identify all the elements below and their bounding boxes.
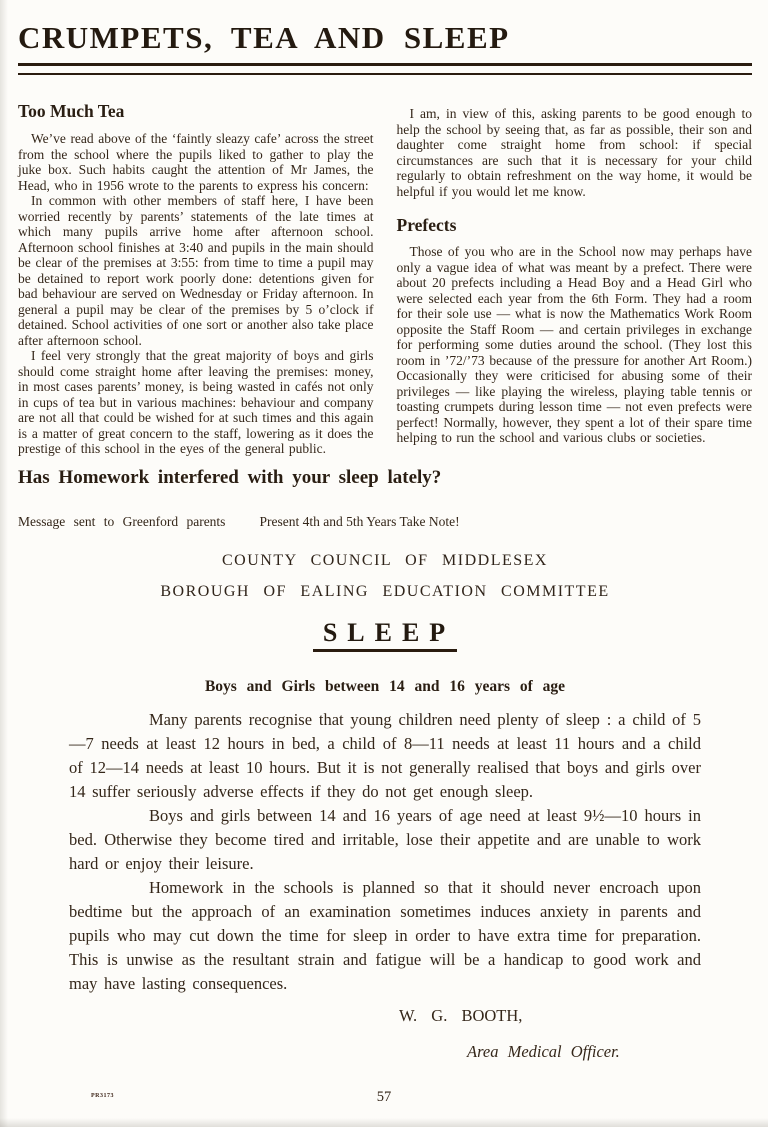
- council-line-1: COUNTY COUNCIL OF MIDDLESEX: [222, 551, 548, 569]
- page-footer: [0, 1089, 768, 1109]
- paragraph: Many parents recognise that young children need plenty of sleep : a child of 5—7 needs at least 12 hours in bed, a child of 8—11 needs at least 11 hours and a child of 12—14 needs at least 10 hours. But it is not generally realised that boys and girls over 14 suffer seriously adverse effects if they do not get enough sleep.: [69, 709, 701, 801]
- homework-section: [18, 467, 752, 530]
- paragraph: We’ve read above of the ‘faintly sleazy cafe’ across the street from the school where the pupils liked to gather to play the juke box. Such habits caught the attention of Mr James, the Head, who in 1956 wrote to the parents to express his concern:: [18, 131, 374, 193]
- left-column: [18, 101, 374, 457]
- paragraph: Boys and girls between 14 and 16 years of age need at least 9½—10 hours in bed. Otherwise they become tired and irritable, lose their appetite and are unable to work hard or enjoy their leisure.: [69, 805, 701, 873]
- paragraph: In common with other members of staff here, I have been worried recently by parents’ statements of the late times at which many pupils arrive home after afternoon school. Afternoon school finishes at 3:40 and pupils in the main should be clear of the premises at 3:55: from time to time a pupil may be detained to report work poorly done: detentions given for bad behaviour are served on Wednesday or Friday afternoon. In general a pupil may be clear of the premises by 5 o’clock if detained. School activities of one sort or another also take place after afternoon school.: [18, 193, 374, 348]
- printer-mark: PR3173: [91, 1093, 114, 1099]
- signature-name: W. G. BOOTH,: [399, 1005, 523, 1025]
- sleep-notice-body: [69, 708, 701, 996]
- signature-role: Area Medical Officer.: [467, 1041, 620, 1061]
- right-column: [397, 101, 753, 457]
- heading-prefects: Prefects: [396, 215, 457, 235]
- heading-too-much-tea: Too Much Tea: [18, 101, 125, 121]
- homework-subline: [18, 514, 752, 530]
- heading-homework-sleep: Has Homework interfered with your sleep lately?: [18, 466, 442, 488]
- council-line-2: BOROUGH OF EALING EDUCATION COMMITTEE: [160, 582, 610, 600]
- sleep-notice-title: SLEEP: [313, 618, 457, 652]
- paragraph: Homework in the schools is planned so that it should never encroach upon bedtime but the approach of an examination sometimes induces anxiety in parents and pupils who may cut down the time for sleep in order to have extra time for preparation. This is unwise as the resultant strain and fatigue will be a handicap to good work and may have lasting consequences.: [69, 877, 701, 993]
- paragraph: I am, in view of this, asking parents to be good enough to help the school by seeing that, as far as possible, their son and daughter come straight home from school: if special circumstances are such that it is necessary for your child regularly to obtain refreshment on the way home, it would be helpful if you would let me know.: [396, 106, 752, 199]
- paragraph: I feel very strongly that the great majority of boys and girls should come straight home after leaving the premises: money, in most cases parents’ money, is being wasted in cafés not only in cups of tea but in various machines: behaviour and company are not all that could be wished for at such times and this again is a matter of great concern to the staff, lowering as it does the prestige of this school in the eyes of the general public.: [18, 348, 374, 456]
- take-note-text: Present 4th and 5th Years Take Note!: [259, 513, 460, 529]
- message-sent-note: Message sent to Greenford parents: [18, 513, 226, 529]
- signature-block: [69, 1006, 701, 1062]
- sleep-notice-subtitle: Boys and Girls between 14 and 16 years of age: [204, 677, 566, 695]
- page-title: CRUMPETS, TEA AND SLEEP: [18, 20, 510, 55]
- paragraph: Those of you who are in the School now may perhaps have only a vague idea of what was meant by a prefect. There were about 20 prefects including a Head Boy and a Head Girl who were selected each year from the 6th Form. They had a room for their sole use — what is now the Mathematics Work Room opposite the Staff Room — and certain privileges in exchange for performing some duties around the school. (They lost this room in ’72/’73 because of the pressure for another Art Room.) Occasionally they were criticised for abusing some of their privileges — like playing the wireless, playing table tennis or toasting crumpets during lesson time — not even prefects were perfect! Normally, however, they spent a lot of their spare time helping to run the school and various clubs or societies.: [396, 244, 752, 445]
- two-column-section: [18, 101, 752, 457]
- double-rule-divider: [18, 63, 752, 75]
- page-number: 57: [376, 1089, 392, 1105]
- sleep-notice: [18, 552, 752, 1062]
